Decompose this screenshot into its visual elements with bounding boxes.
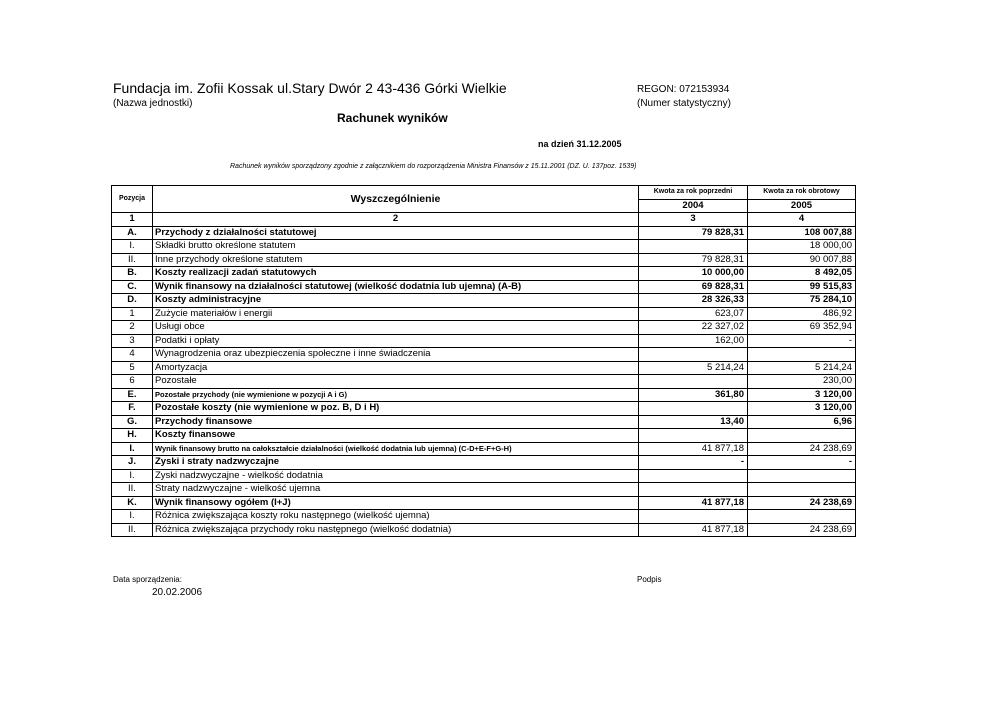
row-position: K. xyxy=(112,496,153,510)
row-position: I. xyxy=(112,510,153,524)
row-curr-amount: 24 238,69 xyxy=(748,442,856,456)
row-prev-amount: 28 326,33 xyxy=(639,294,748,308)
row-description: Straty nadzwyczajne - wielkość ujemna xyxy=(153,483,639,497)
row-position: I. xyxy=(112,240,153,254)
table-row xyxy=(112,496,856,510)
table-row xyxy=(112,402,856,416)
row-description: Pozostałe xyxy=(153,375,639,389)
row-prev-amount: - xyxy=(639,456,748,470)
row-prev-amount: 79 828,31 xyxy=(639,253,748,267)
document-title: Rachunek wyników xyxy=(337,111,448,125)
row-curr-amount: 18 000,00 xyxy=(748,240,856,254)
row-prev-amount xyxy=(639,375,748,389)
row-description: Składki brutto określone statutem xyxy=(153,240,639,254)
row-prev-amount: 5 214,24 xyxy=(639,361,748,375)
row-prev-amount xyxy=(639,348,748,362)
regon-caption: (Numer statystyczny) xyxy=(637,98,731,109)
row-position: H. xyxy=(112,429,153,443)
row-position: J. xyxy=(112,456,153,470)
row-description: Koszty administracyjne xyxy=(153,294,639,308)
row-prev-amount: 623,07 xyxy=(639,307,748,321)
organization-caption: (Nazwa jednostki) xyxy=(113,98,193,109)
row-curr-amount xyxy=(748,469,856,483)
row-curr-amount: 230,00 xyxy=(748,375,856,389)
row-description: Inne przychody określone statutem xyxy=(153,253,639,267)
row-curr-amount: 108 007,88 xyxy=(748,226,856,240)
row-position: II. xyxy=(112,523,153,537)
table-row xyxy=(112,429,856,443)
row-curr-amount: 3 120,00 xyxy=(748,388,856,402)
table-row xyxy=(112,361,856,375)
row-description: Zużycie materiałów i energii xyxy=(153,307,639,321)
column-number-2: 2 xyxy=(153,213,639,227)
column-number-3: 3 xyxy=(639,213,748,227)
row-curr-amount: 75 284,10 xyxy=(748,294,856,308)
row-curr-amount xyxy=(748,483,856,497)
row-position: 2 xyxy=(112,321,153,335)
row-curr-amount xyxy=(748,429,856,443)
legal-basis: Rachunek wyników sporządzony zgodnie z załącznikiem do rozporządzenia Ministra Finansów z 15.11.2001 (DZ. U. 137poz. 1539) xyxy=(230,163,637,170)
row-position: 5 xyxy=(112,361,153,375)
row-description: Różnica zwiększająca przychody roku następnego (wielkość dodatnia) xyxy=(153,523,639,537)
table-row xyxy=(112,280,856,294)
row-curr-amount: - xyxy=(748,456,856,470)
row-prev-amount: 41 877,18 xyxy=(639,442,748,456)
header-prev-amount: Kwota za rok poprzedni xyxy=(639,186,748,200)
row-prev-amount xyxy=(639,402,748,416)
table-row xyxy=(112,375,856,389)
table-row xyxy=(112,348,856,362)
table-row xyxy=(112,253,856,267)
row-description: Przychody z działalności statutowej xyxy=(153,226,639,240)
row-position: II. xyxy=(112,253,153,267)
signature-label: Podpis xyxy=(637,575,662,584)
row-position: 4 xyxy=(112,348,153,362)
row-description: Różnica zwiększająca koszty roku następnego (wielkość ujemna) xyxy=(153,510,639,524)
table-row xyxy=(112,415,856,429)
row-prev-amount: 13,40 xyxy=(639,415,748,429)
row-description: Amortyzacja xyxy=(153,361,639,375)
row-curr-amount: 6,96 xyxy=(748,415,856,429)
row-description: Koszty finansowe xyxy=(153,429,639,443)
row-prev-amount: 10 000,00 xyxy=(639,267,748,281)
row-position: 1 xyxy=(112,307,153,321)
table-row xyxy=(112,388,856,402)
row-prev-amount: 69 828,31 xyxy=(639,280,748,294)
header-curr-amount: Kwota za rok obrotowy xyxy=(748,186,856,200)
row-curr-amount: 24 238,69 xyxy=(748,496,856,510)
row-curr-amount: - xyxy=(748,334,856,348)
row-prev-amount xyxy=(639,469,748,483)
row-curr-amount xyxy=(748,510,856,524)
row-curr-amount: 90 007,88 xyxy=(748,253,856,267)
header-prev-year: 2004 xyxy=(639,199,748,213)
table-row xyxy=(112,267,856,281)
row-position: E. xyxy=(112,388,153,402)
row-description: Wynik finansowy na działalności statutowej (wielkość dodatnia lub ujemna) (A-B) xyxy=(153,280,639,294)
row-description: Koszty realizacji zadań statutowych xyxy=(153,267,639,281)
header-position: Pozycja xyxy=(112,186,153,213)
row-description: Pozostałe przychody (nie wymienione w pozycji A i G) xyxy=(153,388,639,402)
row-position: I. xyxy=(112,469,153,483)
row-prev-amount: 41 877,18 xyxy=(639,496,748,510)
row-prev-amount xyxy=(639,483,748,497)
column-number-4: 4 xyxy=(748,213,856,227)
row-curr-amount xyxy=(748,348,856,362)
row-curr-amount: 3 120,00 xyxy=(748,402,856,416)
row-prev-amount xyxy=(639,240,748,254)
row-curr-amount: 69 352,94 xyxy=(748,321,856,335)
table-row xyxy=(112,483,856,497)
row-description: Wynik finansowy ogółem (I+J) xyxy=(153,496,639,510)
row-description: Przychody finansowe xyxy=(153,415,639,429)
table-row xyxy=(112,226,856,240)
row-prev-amount: 79 828,31 xyxy=(639,226,748,240)
row-prev-amount xyxy=(639,429,748,443)
table-row xyxy=(112,240,856,254)
row-curr-amount: 99 515,83 xyxy=(748,280,856,294)
row-curr-amount: 486,92 xyxy=(748,307,856,321)
row-position: F. xyxy=(112,402,153,416)
row-position: 6 xyxy=(112,375,153,389)
header-curr-year: 2005 xyxy=(748,199,856,213)
table-row xyxy=(112,294,856,308)
date-label: Data sporządzenia: xyxy=(113,575,182,584)
as-of-date: na dzień 31.12.2005 xyxy=(538,139,622,149)
table-row xyxy=(112,456,856,470)
date-value: 20.02.2006 xyxy=(152,587,203,598)
row-description: Podatki i opłaty xyxy=(153,334,639,348)
income-statement-table xyxy=(111,185,856,537)
row-description: Zyski i straty nadzwyczajne xyxy=(153,456,639,470)
column-number-1: 1 xyxy=(112,213,153,227)
row-curr-amount: 24 238,69 xyxy=(748,523,856,537)
table-row xyxy=(112,510,856,524)
row-position: A. xyxy=(112,226,153,240)
row-curr-amount: 5 214,24 xyxy=(748,361,856,375)
row-curr-amount: 8 492,05 xyxy=(748,267,856,281)
row-prev-amount: 162,00 xyxy=(639,334,748,348)
row-position: 3 xyxy=(112,334,153,348)
row-position: B. xyxy=(112,267,153,281)
table-row xyxy=(112,469,856,483)
regon-number: REGON: 072153934 xyxy=(637,84,730,95)
row-position: G. xyxy=(112,415,153,429)
table-row xyxy=(112,307,856,321)
row-description: Wynagrodzenia oraz ubezpieczenia społeczne i inne świadczenia xyxy=(153,348,639,362)
row-prev-amount: 41 877,18 xyxy=(639,523,748,537)
table-row xyxy=(112,442,856,456)
organization-name: Fundacja im. Zofii Kossak ul.Stary Dwór 2 43-436 Górki Wielkie xyxy=(113,80,507,96)
row-prev-amount xyxy=(639,510,748,524)
row-description: Wynik finansowy brutto na całokształcie działalności (wielkość dodatnia lub ujemna) (C-D+E-F+G-H) xyxy=(153,442,639,456)
row-position: C. xyxy=(112,280,153,294)
row-description: Zyski nadzwyczajne - wielkość dodatnia xyxy=(153,469,639,483)
row-position: I. xyxy=(112,442,153,456)
row-prev-amount: 22 327,02 xyxy=(639,321,748,335)
row-position: D. xyxy=(112,294,153,308)
row-position: II. xyxy=(112,483,153,497)
table-row xyxy=(112,321,856,335)
row-description: Pozostałe koszty (nie wymienione w poz. B, D i H) xyxy=(153,402,639,416)
table-row xyxy=(112,334,856,348)
header-description: Wyszczególnienie xyxy=(153,186,639,213)
row-description: Usługi obce xyxy=(153,321,639,335)
row-prev-amount: 361,80 xyxy=(639,388,748,402)
table-row xyxy=(112,523,856,537)
